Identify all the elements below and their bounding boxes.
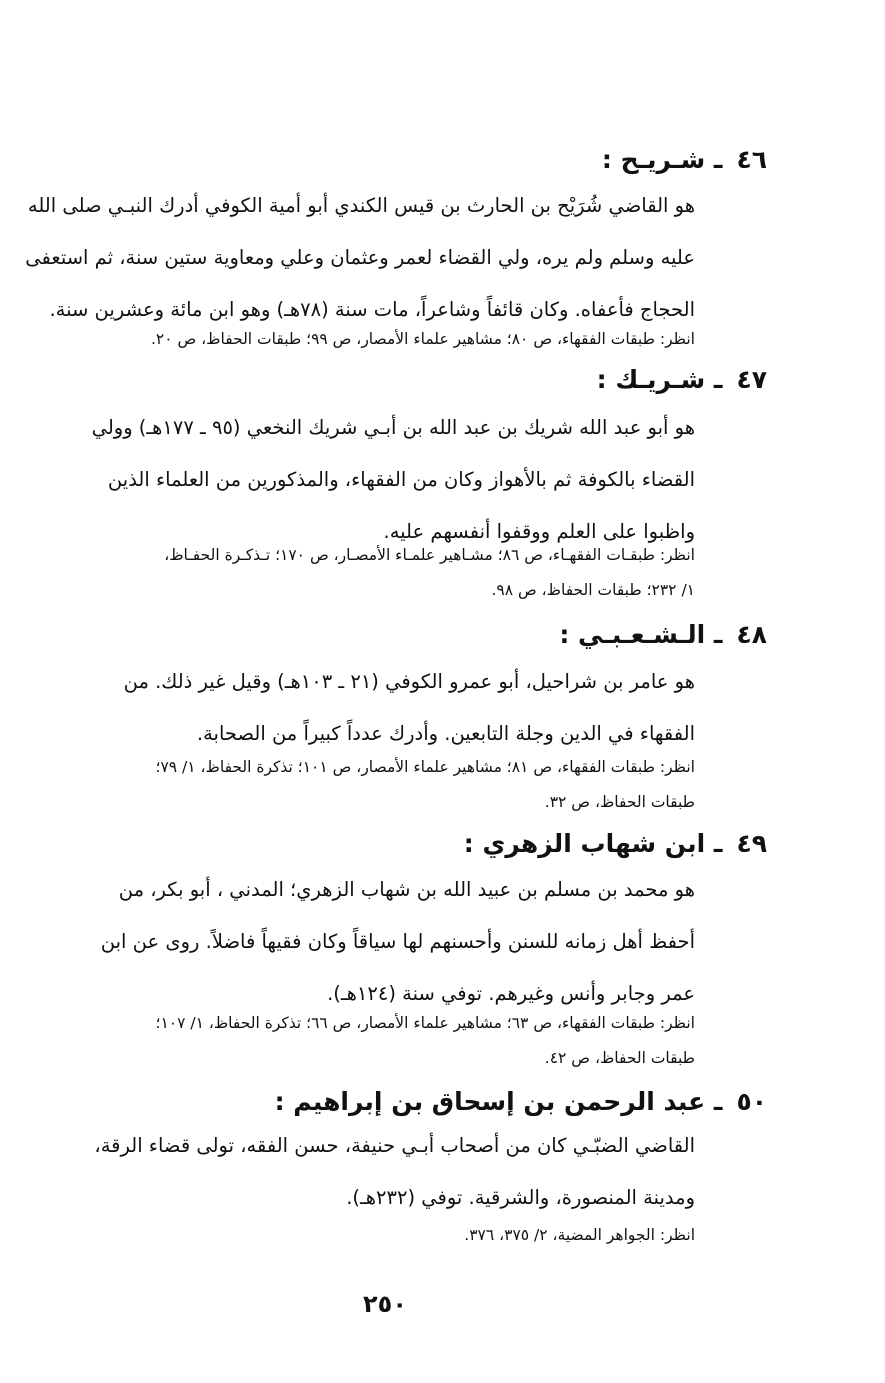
- entry-number: ٤٩: [736, 829, 767, 858]
- entry-number: ٤٧: [736, 365, 767, 394]
- body-line: عليه وسلم ولم يره، ولي القضاء لعمر وعثمان وعلي ومعاوية ستين سنة، ثم استعفى: [25, 246, 695, 269]
- entry-heading-46: [207, 142, 767, 178]
- body-line: الحجاج فأعفاه. وكان قائفاً وشاعراً، مات سنة (٧٨هـ) وهو ابن مائة وعشرين سنة.: [49, 298, 695, 321]
- entry-reference-49: [20, 1006, 695, 1076]
- entry-body-49: [20, 864, 695, 1020]
- entry-body-50: [20, 1120, 695, 1224]
- body-line: هو القاضي شُرَيْح بن الحارث بن قيس الكندي أبو أمية الكوفي أدرك النبـي صلى الله: [27, 194, 695, 217]
- body-line: القضاء بالكوفة ثم بالأهواز وكان من الفقهاء، والمذكورين من العلماء الذين: [107, 468, 695, 491]
- entry-number: ٤٦: [736, 145, 767, 174]
- body-line: هو عامر بن شراحيل، أبو عمرو الكوفي (٢١ ـ ١٠٣هـ) وقيل غير ذلك. من: [123, 670, 695, 693]
- body-line: الفقهاء في الدين وجلة التابعين. وأدرك عدداً كبيراً من الصحابة.: [196, 722, 695, 745]
- entry-body-46: [20, 180, 695, 336]
- body-line: ومدينة المنصورة، والشرقية. توفي (٢٣٢هـ).: [346, 1186, 695, 1209]
- entry-name: ـ الـشـعـبـي :: [559, 620, 723, 649]
- entry-heading-48: [207, 617, 767, 653]
- reference-line: انظر: طبقات الفقهاء، ص ٨٠؛ مشاهير علماء الأمصار، ص ٩٩؛ طبقات الحفاظ، ص ٢٠.: [150, 330, 695, 348]
- entry-reference-47: [20, 538, 695, 608]
- reference-line: انظر: طبقات الفقهاء، ص ٦٣؛ مشاهير علماء الأمصار، ص ٦٦؛ تذكرة الحفاظ، ١/ ١٠٧؛: [155, 1014, 695, 1032]
- entry-name: ـ شـريـك :: [596, 365, 723, 394]
- reference-line: طبقات الحفاظ، ص ٤٢.: [544, 1049, 695, 1067]
- body-line: القاضي الضبّـي كان من أصحاب أبـي حنيفة، حسن الفقه، تولى قضاء الرقة،: [94, 1134, 695, 1157]
- entry-heading-50: [207, 1084, 767, 1120]
- entry-body-48: [20, 656, 695, 760]
- entry-number: ٥٠: [736, 1087, 767, 1116]
- reference-line: طبقات الحفاظ، ص ٣٢.: [544, 793, 695, 811]
- entry-number: ٤٨: [736, 620, 767, 649]
- reference-line: انظر: طبقات الفقهاء، ص ٨١؛ مشاهير علماء الأمصار، ص ١٠١؛ تذكرة الحفاظ، ١/ ٧٩؛: [155, 758, 695, 776]
- reference-line: انظر: الجواهر المضية، ٢/ ٣٧٥، ٣٧٦.: [464, 1226, 695, 1244]
- reference-line: ١/ ٢٣٢؛ طبقات الحفاظ، ص ٩٨.: [491, 581, 695, 599]
- entry-reference-46: [20, 322, 695, 357]
- entry-body-47: [20, 402, 695, 558]
- page-number: ٢٥٠: [363, 1290, 407, 1318]
- entry-heading-47: [207, 362, 767, 398]
- body-line: عمر وجابر وأنس وغيرهم. توفي سنة (١٢٤هـ).: [327, 982, 695, 1005]
- entry-reference-50: [20, 1218, 695, 1253]
- body-line: هو محمد بن مسلم بن عبيد الله بن شهاب الزهري؛ المدني ، أبو بكر، من: [118, 878, 695, 901]
- body-line: أحفظ أهل زمانه للسنن وأحسنهم لها سياقاً وكان فقيهاً فاضلاً. روى عن ابن: [100, 930, 695, 953]
- body-line: هو أبو عبد الله شريك بن عبد الله بن أبـي شريك النخعي (٩٥ ـ ١٧٧هـ) وولي: [91, 416, 695, 439]
- entry-name: ـ عبد الرحمن بن إسحاق بن إبراهيم :: [274, 1087, 723, 1116]
- entry-heading-49: [207, 826, 767, 862]
- body-line: واظبوا على العلم ووقفوا أنفسهم عليه.: [383, 520, 695, 543]
- entry-reference-48: [20, 750, 695, 820]
- entry-name: ـ شـريـح :: [601, 145, 723, 174]
- entry-name: ـ ابن شهاب الزهري :: [463, 829, 723, 858]
- reference-line: انظر: طبقـات الفقهـاء، ص ٨٦؛ مشـاهير علمـاء الأمصـار، ص ١٧٠؛ تـذكـرة الحفـاظ،: [164, 546, 695, 564]
